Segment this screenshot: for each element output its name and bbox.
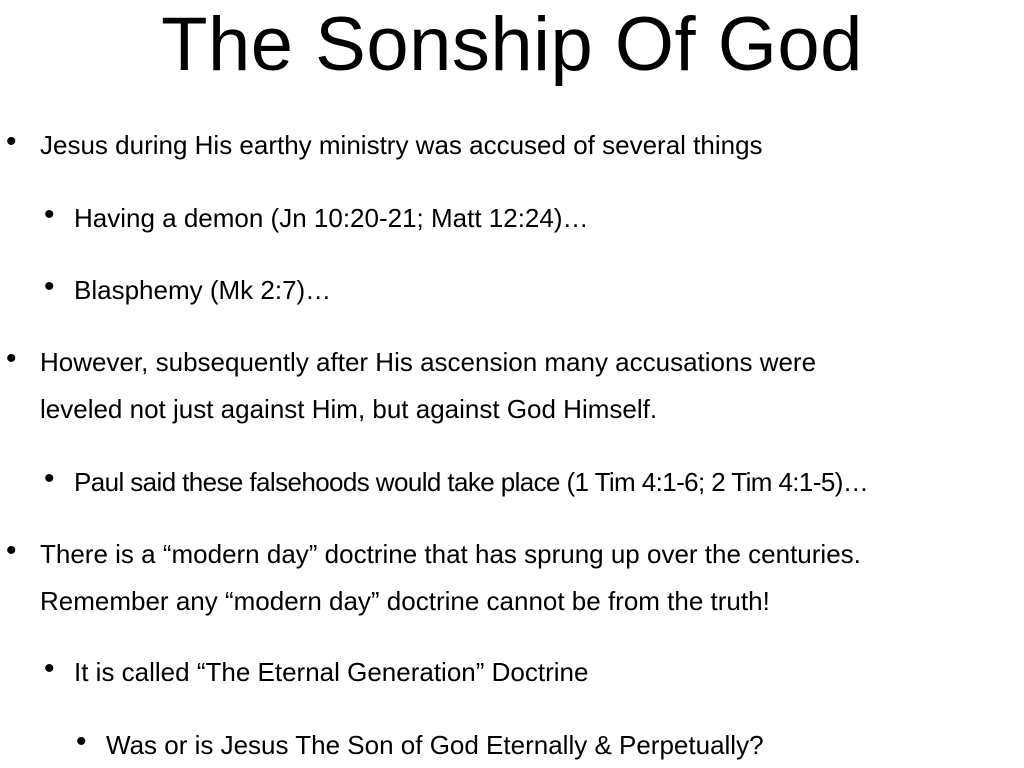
sub-sub-bullet-item-question bbox=[76, 722, 764, 768]
bullet-icon: • bbox=[76, 725, 87, 758]
bullet-icon: • bbox=[44, 462, 54, 495]
sub-bullet-item-eternal-generation bbox=[44, 649, 589, 696]
bullet-text: Having a demon (Jn 10:20-21; Matt 12:24)… bbox=[74, 203, 589, 233]
bullet-item-modern-day bbox=[6, 531, 861, 625]
bullet-text-line-1: There is a “modern day” doctrine that has sprung up over the centuries. bbox=[40, 539, 861, 569]
bullet-text: Paul said these falsehoods would take place (1 Tim 4:1-6; 2 Tim 4:1-5)… bbox=[74, 467, 869, 497]
bullet-icon: • bbox=[6, 125, 17, 158]
bullet-item-accusations bbox=[6, 122, 763, 169]
bullet-icon: • bbox=[44, 270, 55, 303]
bullet-text: It is called “The Eternal Generation” Doctrine bbox=[74, 657, 589, 687]
bullet-icon: • bbox=[44, 198, 55, 231]
bullet-icon: • bbox=[6, 342, 17, 375]
sub-bullet-item-paul bbox=[44, 459, 869, 506]
bullet-text: Was or is Jesus The Son of God Eternally & Perpetually? bbox=[106, 730, 764, 760]
bullet-text-line-2: Remember any “modern day” doctrine cannot be from the truth! bbox=[40, 586, 770, 616]
bullet-item-ascension bbox=[6, 339, 817, 433]
bullet-text-line-1: However, subsequently after His ascension many accusations were bbox=[40, 347, 817, 377]
sub-bullet-item-blasphemy bbox=[44, 267, 332, 314]
bullet-text: Blasphemy (Mk 2:7)… bbox=[74, 275, 332, 305]
bullet-text-line-2: leveled not just against Him, but against God Himself. bbox=[40, 394, 658, 424]
slide-title: The Sonship Of God bbox=[161, 2, 863, 87]
bullet-icon: • bbox=[6, 534, 17, 567]
sub-bullet-item-demon bbox=[44, 195, 589, 242]
bullet-text: Jesus during His earthy ministry was accused of several things bbox=[40, 130, 763, 160]
bullet-icon: • bbox=[44, 652, 55, 685]
